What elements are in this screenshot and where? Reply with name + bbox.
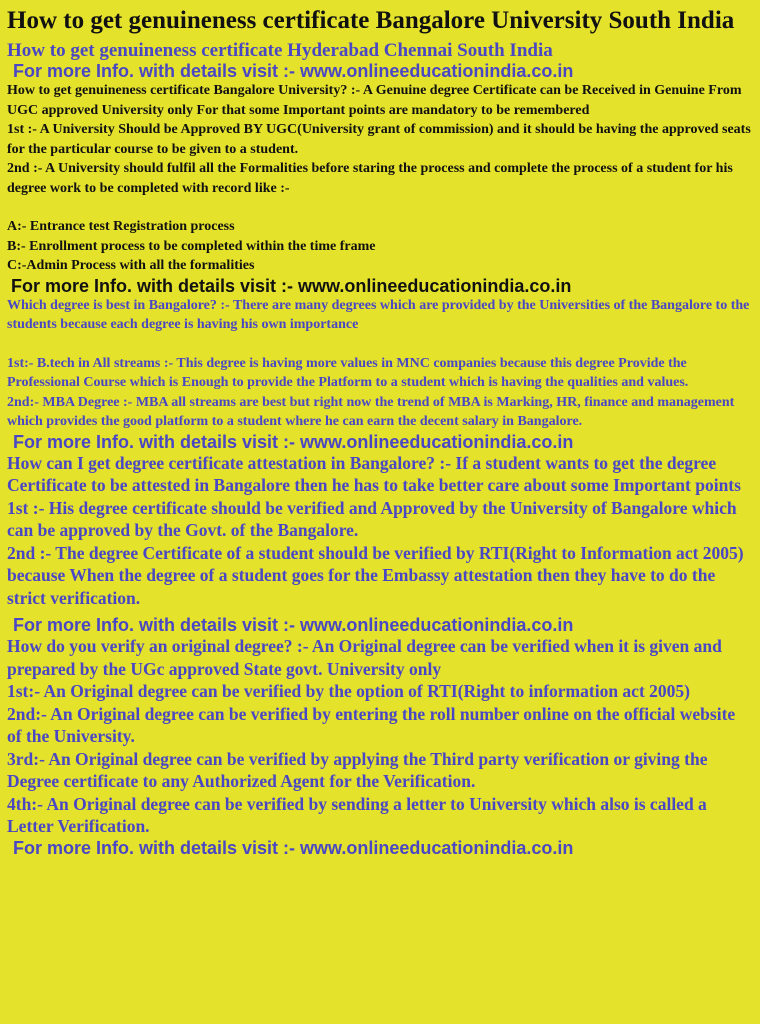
section-point: 1st :- A University Should be Approved BY UGC(University grant of commission) and it should be having the approved seats for the particular course to be given to a student.	[7, 122, 751, 157]
list-item: B:- Enrollment process to be completed within the time frame	[7, 238, 376, 254]
list-item: C:-Admin Process with all the formalities	[7, 258, 255, 273]
more-info-link[interactable]: For more Info. with details visit :- www.onlineeducationindia.co.in	[13, 615, 574, 635]
section-intro: How to get genuineness certificate Bangalore University? :- A Genuine degree Certificate can be Received in Genuine From UGC approved University only For that some Important points are mandatory to be remembered	[7, 83, 742, 118]
section-genuineness	[7, 81, 752, 276]
section-point: 2nd :- The degree Certificate of a student should be verified by RTI(Right to Information act 2005) because When the degree of a student goes for the Embassy attestation then they have to do the strict verification.	[7, 542, 744, 608]
section-verify	[7, 635, 752, 838]
section-intro: Which degree is best in Bangalore? :- There are many degrees which are provided by the Universities of the Bangalore to the students because each degree is having his own importance	[7, 297, 750, 332]
section-best-degree	[7, 296, 752, 432]
page-title: How to get genuineness certificate Bangalore University South India	[7, 7, 735, 34]
section-point: 1st:- B.tech in All streams :- This degree is having more values in MNC companies because this degree Provide the Professional Course which is Enough to provide the Platform to a student which is having the qualities and values.	[7, 355, 689, 390]
section-point: 3rd:- An Original degree can be verified by applying the Third party verification or giving the Degree certificate to any Authorized Agent for the Verification.	[7, 748, 708, 791]
list-item: A:- Entrance test Registration process	[7, 219, 235, 234]
section-intro: How can I get degree certificate attestation in Bangalore? :- If a student wants to get the degree Certificate to be attested in Bangalore then he has to take better care about some Important points	[7, 452, 741, 495]
section-attestation	[7, 452, 752, 610]
section-point: 4th:- An Original degree can be verified by sending a letter to University which also is called a Letter Verification.	[7, 793, 707, 836]
section-point: 2nd:- An Original degree can be verified by entering the roll number online on the official website of the University.	[7, 703, 736, 746]
page-subtitle: How to get genuineness certificate Hyderabad Chennai South India	[7, 40, 553, 61]
more-info-link[interactable]: For more Info. with details visit :- www.onlineeducationindia.co.in	[13, 431, 574, 452]
section-point: 1st :- His degree certificate should be verified and Approved by the University of Bangalore which can be approved by the Govt. of the Bangalore.	[7, 497, 737, 540]
section-point: 2nd:- MBA Degree :- MBA all streams are best but right now the trend of MBA is Marking, HR, finance and management which provides the good platform to a student where he can earn the decent salary in Bangalore.	[7, 394, 735, 429]
more-info-link[interactable]: For more Info. with details visit :- www.onlineeducationindia.co.in	[13, 61, 574, 81]
more-info-link[interactable]: For more Info. with details visit :- www.onlineeducationindia.co.in	[11, 275, 572, 296]
section-intro: How do you verify an original degree? :- An Original degree can be verified when it is given and prepared by the UGc approved State govt. University only	[7, 636, 722, 679]
section-point: 1st:- An Original degree can be verified by the option of RTI(Right to information act 2005)	[7, 681, 690, 701]
more-info-link[interactable]: For more Info. with details visit :- www.onlineeducationindia.co.in	[13, 837, 574, 858]
section-point: 2nd :- A University should fulfil all the Formalities before staring the process and complete the process of a student for his degree work to be completed with record like :-	[7, 161, 733, 196]
